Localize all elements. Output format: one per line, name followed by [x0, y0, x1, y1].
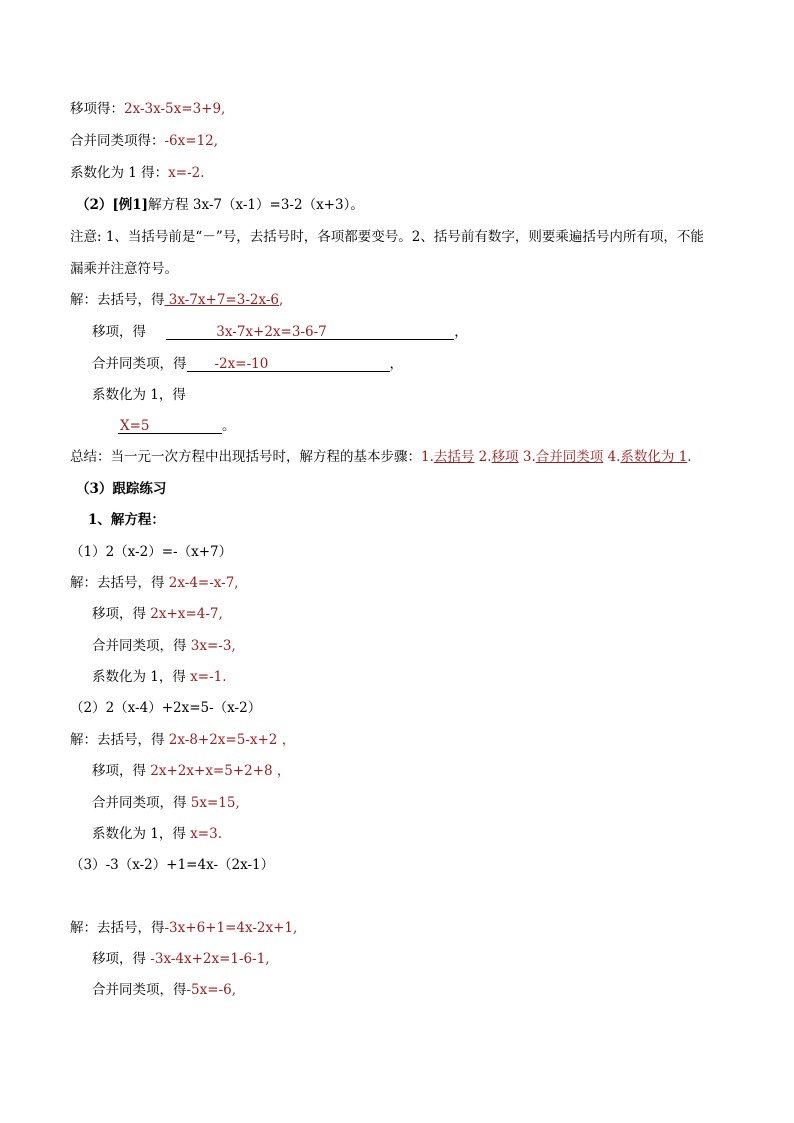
problem-2-step-4: 系数化为 1，得 x=3. — [92, 826, 222, 842]
solution-step-5: X=5 。 — [120, 418, 236, 434]
example-heading: （2）[例1]解方程 3x-7（x-1）=3-2（x+3）。 — [76, 197, 364, 213]
problem-3-step-2: 移项，得 -3x-4x+2x=1-6-1, — [92, 951, 270, 967]
problem-2-step-1: 解：去括号，得 2x-8+2x=5-x+2 ， — [70, 732, 296, 748]
solution-step-4: 系数化为 1，得 — [92, 387, 186, 403]
problem-2-question: （2）2（x-4）+2x=5-（x-2） — [70, 700, 262, 716]
solution-step-2: 移项，得 3x-7x+2x=3-6-7 ， — [92, 324, 468, 340]
problem-1-step-4: 系数化为 1，得 x=-1. — [92, 669, 227, 685]
note-line-2: 漏乘并注意符号。 — [70, 261, 178, 277]
problem-1-step-1: 解：去括号，得 2x-4=-x-7, — [70, 575, 239, 591]
problem-3-step-3: 合并同类项，得-5x=-6, — [92, 982, 237, 998]
problem-3-question: （3）-3（x-2）+1=4x-（2x-1） — [70, 857, 275, 873]
solution-step-3: 合并同类项，得 -2x=-10 ， — [92, 356, 403, 372]
line-coefficient: 系数化为 1 得：x=-2. — [70, 165, 205, 181]
answer-blank: 3x-7x+2x=3-6-7 — [166, 324, 454, 340]
practice-intro: 1、解方程： — [88, 512, 165, 528]
problem-2-step-2: 移项，得 2x+2x+x=5+2+8 ， — [92, 763, 291, 779]
solution-step-1: 解：去括号，得 3x-7x+7=3-2x-6, — [70, 292, 284, 308]
note-line-1: 注意: 1、当括号前是“－”号，去括号时，各项都要变号。2、括号前有数字，则要乘遍括号内所有项，不能 — [70, 229, 704, 245]
problem-1-step-3: 合并同类项，得 3x=-3, — [92, 638, 236, 654]
problem-1-question: （1）2（x-2）=-（x+7） — [70, 544, 233, 560]
answer-blank: -2x=-10 — [187, 356, 390, 372]
problem-2-step-3: 合并同类项，得 5x=15, — [92, 795, 240, 811]
summary: 总结：当一元一次方程中出现括号时，解方程的基本步骤：1.去括号 2.移项 3.合并同类项 4.系数化为 1. — [70, 449, 692, 465]
line-move-terms: 移项得：2x-3x-5x=3+9, — [70, 101, 226, 117]
problem-3-step-1: 解：去括号，得-3x+6+1=4x-2x+1, — [70, 920, 298, 936]
problem-1-step-2: 移项，得 2x+x=4-7, — [92, 606, 223, 622]
line-combine-terms: 合并同类项得：-6x=12, — [70, 133, 219, 149]
answer-blank: X=5 — [118, 418, 222, 434]
practice-title: （3）跟踪练习 — [76, 481, 167, 497]
